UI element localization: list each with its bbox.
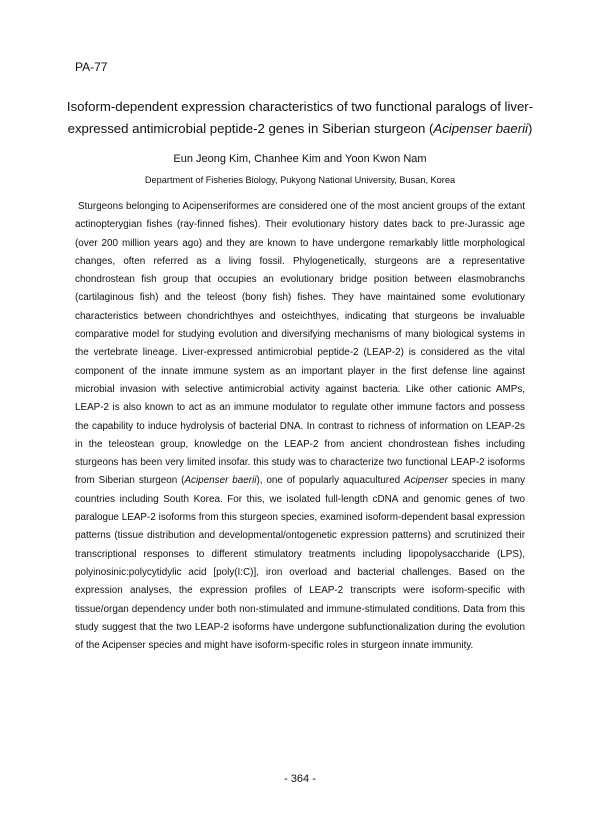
abstract-text-3: species in many countries including South Korea. For this, we isolated full-length cDNA and genomic genes of two paralogue LEAP-2 isoforms from this sturgeon species, examined isoform-dependent basal expression patterns (tissue distribution and developmental/ontogenetic expression patterns) and scrutinized their transcriptional responses to different stimulatory treatments including lipopolysaccharide (LPS), polyinosinic:polycytidylic acid [poly(I:C)], iron overload and bacterial challenges. Based on the expression analyses, the expression profiles of LEAP-2 transcripts were isoform-specific with tissue/organ dependency under both non-stimulated and immune-stimulated conditions. Data from this study suggest that the two LEAP-2 isoforms have undergone subfunctionalization during the evolution of the Acipenser species and might have isoform-specific roles in sturgeon innate immunity. bbox=[75, 475, 526, 652]
abstract-text-2: ), one of popularly aquacultured bbox=[256, 475, 404, 487]
authors: Eun Jeong Kim, Chanhee Kim and Yoon Kwon Nam bbox=[173, 153, 427, 165]
abstract-text-1: Sturgeons belonging to Acipenseriformes are considered one of the most ancient groups of the extant actinopterygian fishes (ray-finned fishes). Their evolutionary history dates back to pre-Jurassic age (over 200 million years ago) and they are known to have undergone remarkably little morphological changes, often referred as a living fossil. Phylogenetically, sturgeons are a representative chondrostean fish group that occupies an evolutionary bridge position between elasmobranchs (cartilaginous fish) and the teleost (bony fish) fishes. They have maintained some evolutionary characteristics between chondrichthyes and osteichthyes, indicating that sturgeons be invaluable comparative model for studying evolution and diversifying mechanisms of many biological systems in the vertebrate lineage. Liver-expressed antimicrobial peptide-2 (LEAP-2) is considered as the vital component of the innate immune system as an important player in the first defense line against microbial invasion with selective antimicrobial activity against bacteria. Like other cationic AMPs, LEAP-2 is also known to act as an immune modulator to regulate other immune factors and possess the capability to induce hydrolysis of bacterial DNA. In contrast to richness of information on LEAP-2s in the teleostean group, knowledge on the LEAP-2 from ancient chondrostean fishes including sturgeons has been very limited insofar. this study was to characterize two functional LEAP-2 isoforms from Siberian sturgeon ( bbox=[75, 201, 525, 487]
paper-title bbox=[60, 96, 540, 140]
title-text: Isoform-dependent expression characteristics of two functional paralogs of liver-expressed antimicrobial peptide-2 genes in Siberian sturgeon ( bbox=[66, 99, 534, 136]
affiliation: Department of Fisheries Biology, Pukyong National University, Busan, Korea bbox=[144, 175, 456, 185]
abstract bbox=[75, 198, 525, 655]
title-close: ) bbox=[527, 121, 533, 136]
page-number: - 364 - bbox=[284, 773, 316, 785]
abstract-genus: Acipenser bbox=[404, 475, 448, 487]
title-species: Acipenser baerii bbox=[433, 121, 528, 136]
abstract-species-1: Acipenser baerii bbox=[184, 475, 257, 487]
session-code: PA-77 bbox=[75, 60, 108, 74]
